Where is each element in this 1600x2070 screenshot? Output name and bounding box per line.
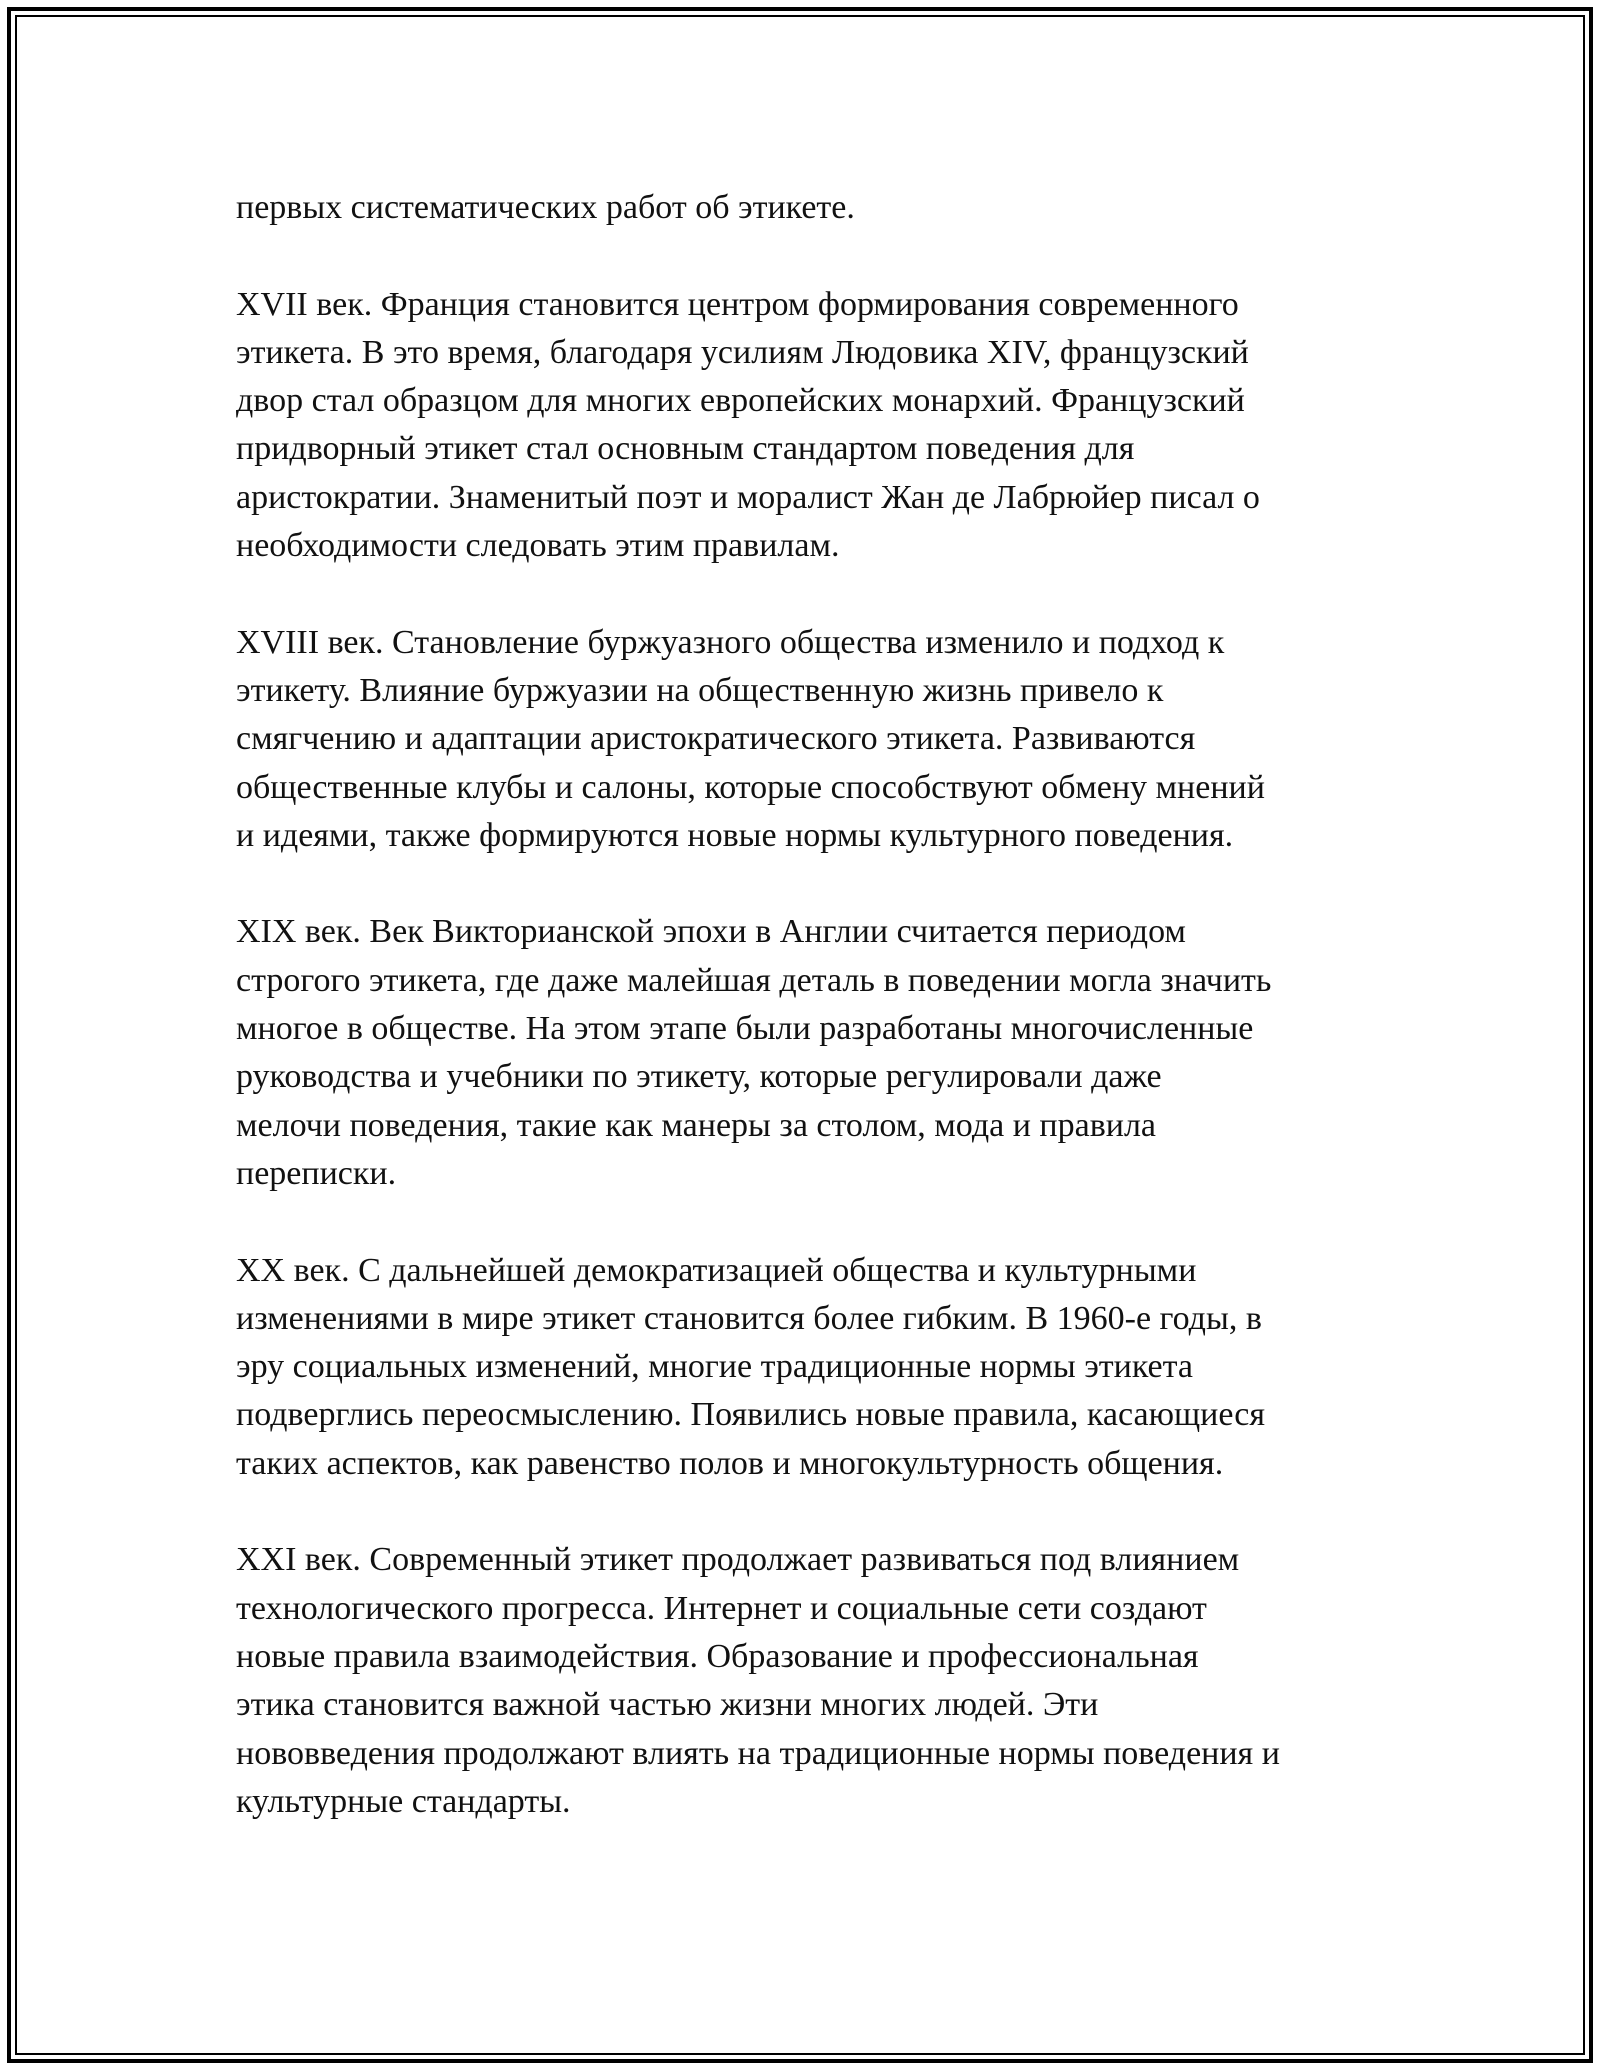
paragraph-17th-century: XVII век. Франция становится центром формирования современного этикета. В это время, благодаря усилиям Людовика XIV, французский двор стал образцом для многих европейских монархий. Французский придворный этикет стал основным стандартом поведения для аристократии. Знаменитый поэт и моралист Жан де Лабрюйер писал о необходимости следовать этим правилам.	[236, 285, 1260, 565]
paragraph-18th-century: XVIII век. Становление буржуазного общества изменило и подход к этикету. Влияние буржуазии на общественную жизнь привело к смягчению и адаптации аристократического этикета. Развиваются общественные клубы и салоны, которые способствуют обмену мнений и идеями, также формируются новые нормы культурного поведения.	[236, 623, 1265, 854]
paragraph-21st-century: XXI век. Современный этикет продолжает развиваться под влиянием технологического прогресса. Интернет и социальные сети создают новые правила взаимодействия. Образование и профессиональная этика становится важной частью жизни многих людей. Эти нововведения продолжают влиять на традиционные нормы поведения и культурные стандарты.	[236, 1541, 1280, 1820]
document-body	[236, 184, 1386, 1874]
paragraph-20th-century: XX век. С дальнейшей демократизацией общества и культурными изменениями в мире этикет становится более гибким. В 1960-е годы, в эру социальных изменений, многие традиционные нормы этикета подверглись переосмыслению. Появились новые правила, касающиеся таких аспектов, как равенство полов и многокультурность общения.	[236, 1251, 1266, 1482]
paragraph-19th-century: XIX век. Век Викторианской эпохи в Англии считается периодом строгого этикета, где даже малейшая деталь в поведении могла значить многое в обществе. На этом этапе были разработаны многочисленные руководства и учебники по этикету, которые регулировали даже мелочи поведения, такие как манеры за столом, мода и правила переписки.	[236, 913, 1272, 1192]
paragraph-intro-fragment: первых систематических работ об этикете.	[236, 189, 855, 226]
